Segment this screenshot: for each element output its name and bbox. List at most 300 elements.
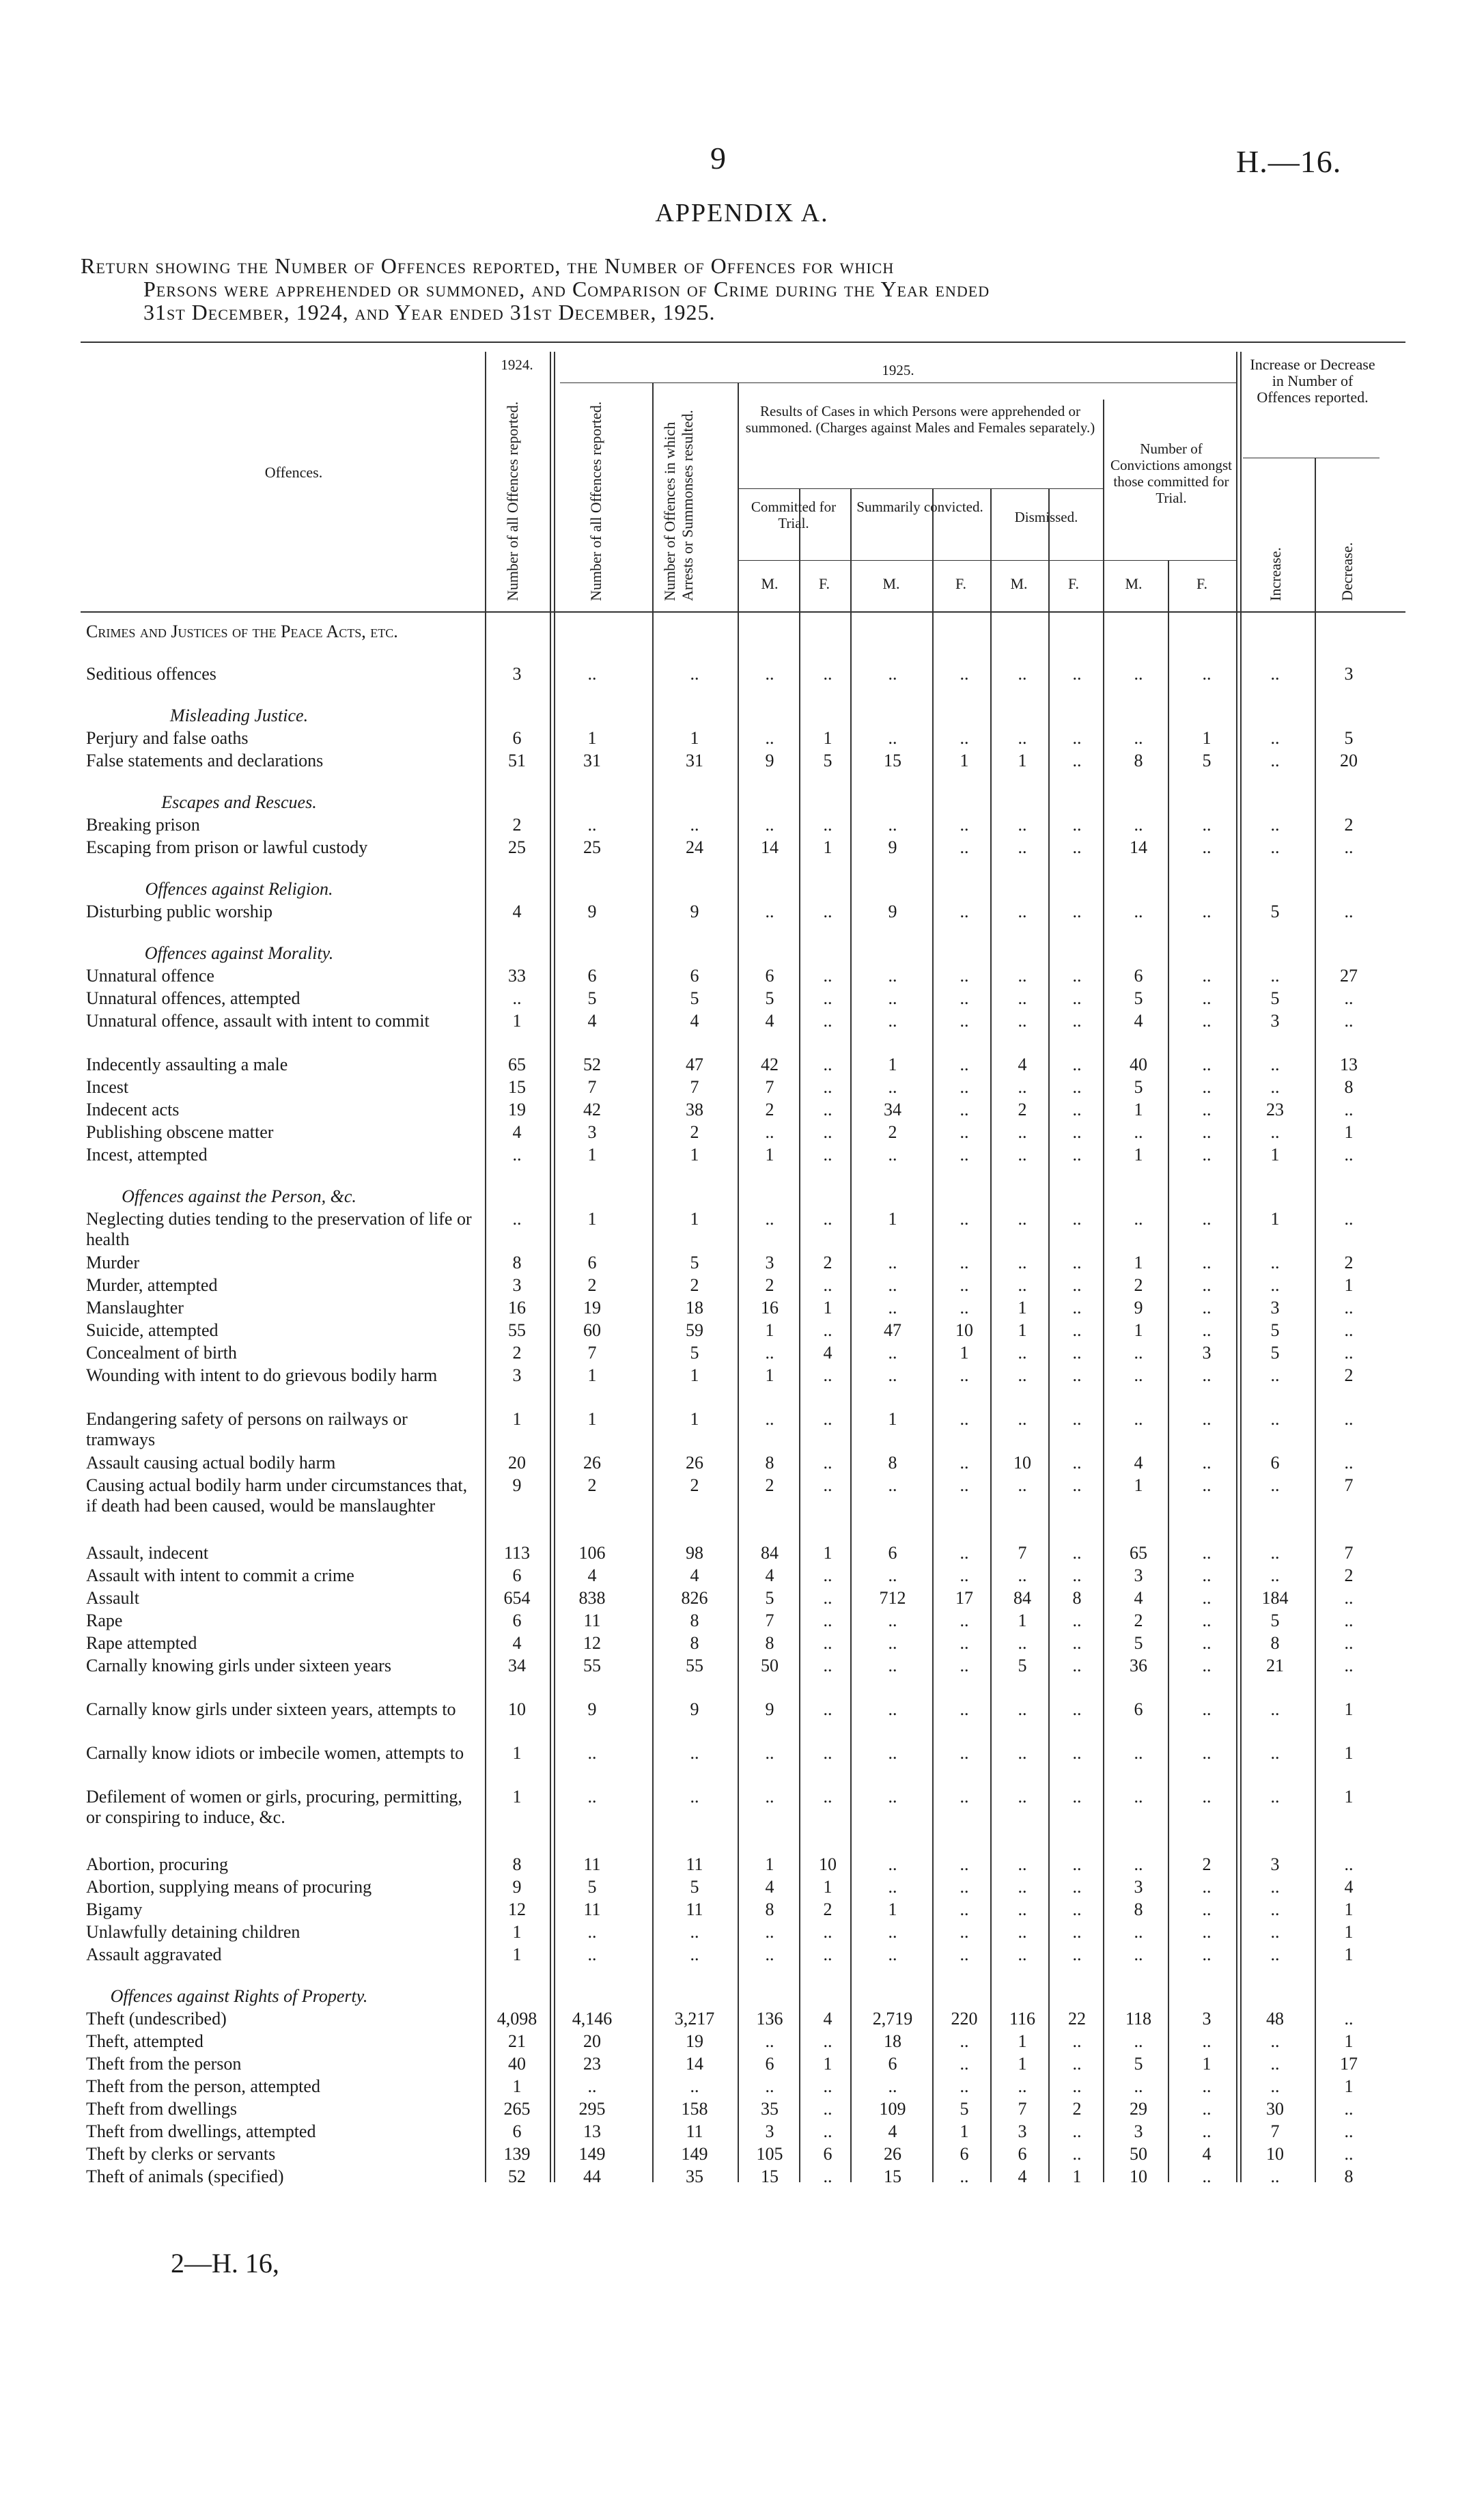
cell-dismissed-f: .. bbox=[1072, 2121, 1082, 2141]
cell-dismissed-f: .. bbox=[1072, 1899, 1082, 1919]
cell-reported-1925: 5 bbox=[587, 1877, 597, 1897]
cell-reported-1924: 1 bbox=[512, 1922, 522, 1942]
cell-reported-1925: 26 bbox=[583, 1453, 601, 1473]
cell-summarily-f: .. bbox=[960, 1699, 969, 1719]
cell-convictions-f: .. bbox=[1202, 2099, 1212, 2119]
table-row bbox=[0, 1209, 1484, 1253]
cell-convictions-m: 3 bbox=[1134, 1877, 1143, 1897]
cell-reported-1924: 8 bbox=[512, 1854, 522, 1874]
cell-reported-1925: 1 bbox=[587, 1365, 597, 1385]
cell-committed-f: .. bbox=[823, 664, 832, 684]
cell-increase: 5 bbox=[1270, 1611, 1280, 1630]
cell-committed-m: 1 bbox=[765, 1145, 774, 1165]
cell-increase: .. bbox=[1270, 2031, 1280, 2051]
cell-increase: .. bbox=[1270, 1787, 1280, 1807]
cell-committed-f: .. bbox=[823, 2031, 832, 2051]
cell-decrease: 1 bbox=[1344, 1275, 1354, 1295]
cell-committed-m: 16 bbox=[761, 1298, 779, 1318]
cell-committed-m: 136 bbox=[756, 2009, 783, 2029]
section-heading-row bbox=[0, 943, 1484, 966]
cell-arrests: 14 bbox=[686, 2054, 703, 2074]
cell-committed-m: 2 bbox=[765, 1475, 774, 1495]
cell-reported-1924: 65 bbox=[508, 1055, 526, 1074]
cell-decrease: .. bbox=[1344, 1656, 1354, 1675]
cell-reported-1925: 25 bbox=[583, 837, 601, 857]
cell-convictions-m: 36 bbox=[1130, 1656, 1147, 1675]
cell-decrease: .. bbox=[1344, 1633, 1354, 1653]
cell-decrease: .. bbox=[1344, 988, 1354, 1008]
cell-dismissed-m: 4 bbox=[1018, 1055, 1027, 1074]
cell-convictions-f: 5 bbox=[1202, 751, 1212, 770]
cell-summarily-f: 10 bbox=[955, 1320, 973, 1340]
cell-arrests: .. bbox=[690, 2076, 699, 2096]
cell-dismissed-m: .. bbox=[1018, 1409, 1027, 1429]
table-row bbox=[0, 2076, 1484, 2099]
offence-label: Theft by clerks or servants bbox=[86, 2144, 276, 2164]
cell-committed-m: 14 bbox=[761, 837, 779, 857]
cell-summarily-m: 1 bbox=[888, 1899, 897, 1919]
cell-dismissed-m: .. bbox=[1018, 1253, 1027, 1272]
cell-summarily-f: .. bbox=[960, 1453, 969, 1473]
cell-convictions-m: 1 bbox=[1134, 1475, 1143, 1495]
cell-summarily-m: 47 bbox=[884, 1320, 901, 1340]
table-row bbox=[0, 1945, 1484, 1967]
cell-dismissed-m: .. bbox=[1018, 1209, 1027, 1229]
table-row bbox=[0, 1055, 1484, 1077]
cell-convictions-f: .. bbox=[1202, 2031, 1212, 2051]
offence-label: Incest bbox=[86, 1077, 129, 1097]
cell-reported-1925: .. bbox=[587, 1922, 597, 1942]
cell-convictions-f: .. bbox=[1202, 1945, 1212, 1964]
cell-committed-f: .. bbox=[823, 988, 832, 1008]
cell-convictions-m: .. bbox=[1134, 2076, 1143, 2096]
cell-reported-1925: 19 bbox=[583, 1298, 601, 1318]
cell-reported-1924: 3 bbox=[512, 1365, 522, 1385]
cell-dismissed-f: .. bbox=[1072, 1409, 1082, 1429]
cell-summarily-m: 9 bbox=[888, 902, 897, 921]
cell-dismissed-f: .. bbox=[1072, 1275, 1082, 1295]
cell-decrease: .. bbox=[1344, 1409, 1354, 1429]
cell-reported-1925: 55 bbox=[583, 1656, 601, 1675]
cell-reported-1925: 4 bbox=[587, 1565, 597, 1585]
cell-dismissed-f: .. bbox=[1072, 1055, 1082, 1074]
cell-dismissed-m: .. bbox=[1018, 1877, 1027, 1897]
cell-reported-1924: 3 bbox=[512, 1275, 522, 1295]
cell-summarily-f: .. bbox=[960, 1298, 969, 1318]
cell-increase: .. bbox=[1270, 1899, 1280, 1919]
cell-arrests: 26 bbox=[686, 1453, 703, 1473]
section-heading-row bbox=[0, 879, 1484, 902]
cell-reported-1924: 2 bbox=[512, 815, 522, 835]
cell-decrease: 7 bbox=[1344, 1475, 1354, 1495]
cell-summarily-m: 1 bbox=[888, 1209, 897, 1229]
cell-convictions-m: 8 bbox=[1134, 1899, 1143, 1919]
cell-convictions-m: 8 bbox=[1134, 751, 1143, 770]
cell-convictions-f: .. bbox=[1202, 1122, 1212, 1142]
cell-convictions-f: .. bbox=[1202, 1209, 1212, 1229]
offence-label: Murder, attempted bbox=[86, 1275, 218, 1295]
cell-convictions-m: 2 bbox=[1134, 1611, 1143, 1630]
cell-committed-m: .. bbox=[765, 664, 774, 684]
cell-increase: 1 bbox=[1270, 1145, 1280, 1165]
cell-summarily-m: 1 bbox=[888, 1409, 897, 1429]
cell-convictions-m: .. bbox=[1134, 1922, 1143, 1942]
table-row bbox=[0, 1475, 1484, 1543]
cell-arrests: 47 bbox=[686, 1055, 703, 1074]
cell-decrease: .. bbox=[1344, 902, 1354, 921]
cell-dismissed-m: 6 bbox=[1018, 2144, 1027, 2164]
cell-arrests: .. bbox=[690, 664, 699, 684]
cell-reported-1924: 21 bbox=[508, 2031, 526, 2051]
cell-convictions-f: .. bbox=[1202, 1787, 1212, 1807]
cell-convictions-m: .. bbox=[1134, 1945, 1143, 1964]
cell-summarily-m: 26 bbox=[884, 2144, 901, 2164]
cell-summarily-f: 17 bbox=[955, 1588, 973, 1608]
offence-label: Assault, indecent bbox=[86, 1543, 209, 1563]
offence-label: Theft from the person bbox=[86, 2054, 242, 2074]
cell-decrease: 1 bbox=[1344, 1899, 1354, 1919]
section-heading: Offences against Religion. bbox=[145, 879, 333, 899]
cell-summarily-m: .. bbox=[888, 1945, 897, 1964]
cell-reported-1925: 1 bbox=[587, 1209, 597, 1229]
cell-committed-m: 1 bbox=[765, 1365, 774, 1385]
cell-reported-1925: 1 bbox=[587, 1409, 597, 1429]
offence-label: Concealment of birth bbox=[86, 1343, 237, 1363]
cell-arrests: 35 bbox=[686, 2167, 703, 2186]
cell-decrease: 5 bbox=[1344, 728, 1354, 748]
cell-committed-m: .. bbox=[765, 815, 774, 835]
cell-convictions-f: .. bbox=[1202, 1699, 1212, 1719]
cell-convictions-f: .. bbox=[1202, 1011, 1212, 1031]
cell-decrease: .. bbox=[1344, 1298, 1354, 1318]
cell-reported-1924: 4 bbox=[512, 902, 522, 921]
table-row bbox=[0, 1899, 1484, 1922]
cell-dismissed-m: .. bbox=[1018, 988, 1027, 1008]
cell-committed-f: .. bbox=[823, 2121, 832, 2141]
table-row bbox=[0, 1743, 1484, 1787]
table-row bbox=[0, 1854, 1484, 1877]
cell-dismissed-f: .. bbox=[1072, 1122, 1082, 1142]
cell-arrests: 9 bbox=[690, 902, 699, 921]
cell-increase: 1 bbox=[1270, 1209, 1280, 1229]
cell-dismissed-m: 1 bbox=[1018, 2054, 1027, 2074]
cell-summarily-f: 1 bbox=[960, 1343, 969, 1363]
cell-dismissed-m: .. bbox=[1018, 728, 1027, 748]
cell-dismissed-f: .. bbox=[1072, 728, 1082, 748]
cell-convictions-f: 3 bbox=[1202, 2009, 1212, 2029]
cell-dismissed-f: .. bbox=[1072, 988, 1082, 1008]
cell-reported-1925: 1 bbox=[587, 728, 597, 748]
cell-summarily-f: .. bbox=[960, 1122, 969, 1142]
cell-decrease: 2 bbox=[1344, 1565, 1354, 1585]
table-row bbox=[0, 1565, 1484, 1588]
header-decrease: Decrease. bbox=[1339, 542, 1356, 601]
cell-convictions-m: .. bbox=[1134, 902, 1143, 921]
cell-committed-f: .. bbox=[823, 1945, 832, 1964]
offence-label: Indecently assaulting a male bbox=[86, 1055, 288, 1074]
offence-label: Theft (undescribed) bbox=[86, 2009, 227, 2029]
cell-increase: .. bbox=[1270, 1055, 1280, 1074]
hdr-rule bbox=[738, 560, 1236, 561]
cell-convictions-f: .. bbox=[1202, 1922, 1212, 1942]
cell-reported-1924: .. bbox=[512, 1209, 522, 1229]
cell-reported-1924: 12 bbox=[508, 1899, 526, 1919]
cell-dismissed-f: .. bbox=[1072, 1365, 1082, 1385]
offence-label: Perjury and false oaths bbox=[86, 728, 249, 748]
cell-summarily-f: .. bbox=[960, 1365, 969, 1385]
cell-committed-m: 4 bbox=[765, 1011, 774, 1031]
cell-summarily-m: .. bbox=[888, 1011, 897, 1031]
cell-arrests: 2 bbox=[690, 1122, 699, 1142]
cell-convictions-f: .. bbox=[1202, 837, 1212, 857]
cell-dismissed-m: .. bbox=[1018, 1343, 1027, 1363]
header-convictions-m: M. bbox=[1125, 575, 1143, 592]
offence-label: Causing actual bodily harm under circumstances that, if death had been caused, would be manslaughter bbox=[86, 1475, 468, 1516]
appendix-heading: APPENDIX A. bbox=[655, 199, 829, 227]
cell-decrease: .. bbox=[1344, 1611, 1354, 1630]
cell-reported-1925: .. bbox=[587, 2076, 597, 2096]
cell-committed-f: .. bbox=[823, 1565, 832, 1585]
cell-convictions-f: .. bbox=[1202, 1565, 1212, 1585]
cell-increase: .. bbox=[1270, 2054, 1280, 2074]
header-arrests: Number of Offences in which Arrests or Summonses resulted. bbox=[661, 410, 696, 601]
cell-dismissed-m: .. bbox=[1018, 664, 1027, 684]
cell-dismissed-m: 1 bbox=[1018, 1320, 1027, 1340]
offence-label: Unnatural offences, attempted bbox=[86, 988, 300, 1008]
cell-summarily-f: .. bbox=[960, 2167, 969, 2186]
title-line-3: 31st December, 1924, and Year ended 31st December, 1925. bbox=[143, 300, 716, 324]
cell-committed-m: 6 bbox=[765, 2054, 774, 2074]
cell-dismissed-m: .. bbox=[1018, 1699, 1027, 1719]
cell-dismissed-m: .. bbox=[1018, 1743, 1027, 1763]
cell-increase: .. bbox=[1270, 815, 1280, 835]
cell-reported-1925: 13 bbox=[583, 2121, 601, 2141]
cell-committed-f: .. bbox=[823, 2099, 832, 2119]
cell-decrease: 17 bbox=[1340, 2054, 1358, 2074]
cell-committed-m: 5 bbox=[765, 1588, 774, 1608]
section-heading-row bbox=[0, 792, 1484, 815]
table-row bbox=[0, 2031, 1484, 2054]
cell-committed-f: .. bbox=[823, 1409, 832, 1429]
cell-reported-1925: 7 bbox=[587, 1343, 597, 1363]
cell-dismissed-f: .. bbox=[1072, 1453, 1082, 1473]
table-row bbox=[0, 837, 1484, 860]
cell-dismissed-m: 10 bbox=[1013, 1453, 1031, 1473]
cell-increase: .. bbox=[1270, 1945, 1280, 1964]
cell-convictions-f: .. bbox=[1202, 1743, 1212, 1763]
cell-committed-f: .. bbox=[823, 1145, 832, 1165]
cell-arrests: .. bbox=[690, 1945, 699, 1964]
cell-arrests: 3,217 bbox=[674, 2009, 715, 2029]
cell-reported-1925: 9 bbox=[587, 1699, 597, 1719]
cell-increase: 30 bbox=[1266, 2099, 1284, 2119]
offence-label: Theft from dwellings bbox=[86, 2099, 237, 2119]
cell-dismissed-f: .. bbox=[1072, 1743, 1082, 1763]
header-dismissed: Dismissed. bbox=[1014, 509, 1078, 525]
cell-reported-1924: 10 bbox=[508, 1699, 526, 1719]
cell-dismissed-f: .. bbox=[1072, 837, 1082, 857]
cell-convictions-f: .. bbox=[1202, 664, 1212, 684]
cell-committed-m: .. bbox=[765, 1343, 774, 1363]
cell-dismissed-m: .. bbox=[1018, 1122, 1027, 1142]
cell-convictions-m: .. bbox=[1134, 1743, 1143, 1763]
cell-dismissed-m: .. bbox=[1018, 1077, 1027, 1097]
cell-summarily-m: .. bbox=[888, 664, 897, 684]
header-results: Results of Cases in which Persons were apprehended or summoned. (Charges against Males and Females separately.) bbox=[745, 403, 1095, 436]
cell-convictions-m: .. bbox=[1134, 1209, 1143, 1229]
table-row bbox=[0, 1275, 1484, 1298]
cell-convictions-f: .. bbox=[1202, 1611, 1212, 1630]
cell-increase: .. bbox=[1270, 1743, 1280, 1763]
cell-increase: .. bbox=[1270, 2167, 1280, 2186]
cell-convictions-f: .. bbox=[1202, 2076, 1212, 2096]
cell-decrease: .. bbox=[1344, 2099, 1354, 2119]
cell-committed-m: 15 bbox=[761, 2167, 779, 2186]
cell-dismissed-f: .. bbox=[1072, 1611, 1082, 1630]
cell-arrests: 2 bbox=[690, 1475, 699, 1495]
cell-dismissed-f: .. bbox=[1072, 1565, 1082, 1585]
header-1925: 1925. bbox=[882, 362, 914, 378]
table-row bbox=[0, 2121, 1484, 2144]
cell-convictions-f: 1 bbox=[1202, 728, 1212, 748]
cell-reported-1924: 9 bbox=[512, 1877, 522, 1897]
cell-summarily-m: .. bbox=[888, 815, 897, 835]
cell-reported-1925: 6 bbox=[587, 966, 597, 986]
cell-convictions-f: .. bbox=[1202, 1320, 1212, 1340]
cell-arrests: 1 bbox=[690, 1209, 699, 1229]
cell-decrease: 1 bbox=[1344, 1922, 1354, 1942]
cell-decrease: .. bbox=[1344, 2144, 1354, 2164]
cell-arrests: 1 bbox=[690, 1145, 699, 1165]
table-row bbox=[0, 2167, 1484, 2189]
cell-convictions-f: .. bbox=[1202, 966, 1212, 986]
cell-reported-1924: 20 bbox=[508, 1453, 526, 1473]
cell-increase: 5 bbox=[1270, 988, 1280, 1008]
cell-reported-1924: 1 bbox=[512, 1787, 522, 1807]
cell-dismissed-f: .. bbox=[1072, 1787, 1082, 1807]
offence-label: Crimes and Justices of the Peace Acts, etc. bbox=[86, 622, 398, 641]
table-row bbox=[0, 1611, 1484, 1633]
cell-dismissed-m: .. bbox=[1018, 1275, 1027, 1295]
offence-label: Rape bbox=[86, 1611, 123, 1630]
header-summarily-f: F. bbox=[955, 575, 966, 592]
cell-summarily-f: .. bbox=[960, 2076, 969, 2096]
cell-reported-1925: .. bbox=[587, 1945, 597, 1964]
cell-decrease: 1 bbox=[1344, 1699, 1354, 1719]
cell-committed-m: .. bbox=[765, 1409, 774, 1429]
cell-decrease: .. bbox=[1344, 1588, 1354, 1608]
cell-dismissed-f: 2 bbox=[1072, 2099, 1082, 2119]
offence-label: Abortion, supplying means of procuring bbox=[86, 1877, 372, 1897]
cell-arrests: 5 bbox=[690, 1343, 699, 1363]
cell-committed-m: .. bbox=[765, 1787, 774, 1807]
cell-convictions-m: 3 bbox=[1134, 1565, 1143, 1585]
header-1924: 1924. bbox=[501, 357, 533, 373]
table-row bbox=[0, 1787, 1484, 1854]
cell-summarily-f: .. bbox=[960, 902, 969, 921]
cell-dismissed-f: .. bbox=[1072, 1633, 1082, 1653]
offence-label: Neglecting duties tending to the preservation of life or health bbox=[86, 1209, 472, 1249]
cell-convictions-m: 5 bbox=[1134, 1633, 1143, 1653]
section-heading-row bbox=[0, 1986, 1484, 2009]
cell-dismissed-f: 1 bbox=[1072, 2167, 1082, 2186]
cell-summarily-m: 15 bbox=[884, 751, 901, 770]
cell-increase: .. bbox=[1270, 1365, 1280, 1385]
cell-committed-f: .. bbox=[823, 1011, 832, 1031]
cell-convictions-m: 1 bbox=[1134, 1100, 1143, 1119]
cell-reported-1925: 295 bbox=[578, 2099, 606, 2119]
cell-increase: 23 bbox=[1266, 1100, 1284, 1119]
cell-convictions-f: .. bbox=[1202, 1055, 1212, 1074]
cell-increase: 184 bbox=[1261, 1588, 1289, 1608]
cell-convictions-f: .. bbox=[1202, 1145, 1212, 1165]
cell-decrease: 2 bbox=[1344, 1365, 1354, 1385]
cell-arrests: 4 bbox=[690, 1011, 699, 1031]
cell-arrests: 1 bbox=[690, 1409, 699, 1429]
header-summarily: Summarily convicted. bbox=[856, 499, 983, 515]
cell-dismissed-f: .. bbox=[1072, 1877, 1082, 1897]
section-heading: Offences against the Person, &c. bbox=[122, 1186, 356, 1206]
cell-reported-1925: 42 bbox=[583, 1100, 601, 1119]
cell-increase: 10 bbox=[1266, 2144, 1284, 2164]
cell-convictions-f: .. bbox=[1202, 1365, 1212, 1385]
header-convictions-f: F. bbox=[1196, 575, 1207, 592]
table-row bbox=[0, 1543, 1484, 1565]
table-row bbox=[0, 1656, 1484, 1699]
cell-summarily-f: .. bbox=[960, 837, 969, 857]
cell-increase: 5 bbox=[1270, 902, 1280, 921]
offence-label: Indecent acts bbox=[86, 1100, 180, 1119]
cell-committed-f: .. bbox=[823, 1787, 832, 1807]
cell-summarily-f: .. bbox=[960, 2031, 969, 2051]
cell-summarily-m: .. bbox=[888, 1656, 897, 1675]
cell-reported-1925: 4,146 bbox=[572, 2009, 613, 2029]
cell-committed-f: 1 bbox=[823, 2054, 832, 2074]
cell-summarily-f: .. bbox=[960, 728, 969, 748]
cell-convictions-f: .. bbox=[1202, 1409, 1212, 1429]
cell-summarily-f: .. bbox=[960, 1877, 969, 1897]
cell-summarily-f: 5 bbox=[960, 2099, 969, 2119]
cell-summarily-m: .. bbox=[888, 1854, 897, 1874]
cell-convictions-f: .. bbox=[1202, 1100, 1212, 1119]
cell-summarily-f: 1 bbox=[960, 751, 969, 770]
cell-increase: .. bbox=[1270, 966, 1280, 986]
cell-reported-1924: 6 bbox=[512, 2121, 522, 2141]
offence-label: Incest, attempted bbox=[86, 1145, 208, 1165]
cell-dismissed-m: 1 bbox=[1018, 1611, 1027, 1630]
cell-dismissed-m: .. bbox=[1018, 1475, 1027, 1495]
table-row bbox=[0, 664, 1484, 686]
cell-dismissed-m: .. bbox=[1018, 1854, 1027, 1874]
cell-decrease: .. bbox=[1344, 1343, 1354, 1363]
cell-committed-f: 1 bbox=[823, 1877, 832, 1897]
cell-increase: 8 bbox=[1270, 1633, 1280, 1653]
cell-decrease: .. bbox=[1344, 2009, 1354, 2029]
cell-arrests: 1 bbox=[690, 728, 699, 748]
cell-summarily-f: .. bbox=[960, 1011, 969, 1031]
cell-convictions-m: .. bbox=[1134, 815, 1143, 835]
offence-label: Theft from the person, attempted bbox=[86, 2076, 320, 2096]
cell-convictions-f: 1 bbox=[1202, 2054, 1212, 2074]
cell-arrests: 38 bbox=[686, 1100, 703, 1119]
cell-increase: 5 bbox=[1270, 1320, 1280, 1340]
cell-dismissed-f: .. bbox=[1072, 1343, 1082, 1363]
offence-label: Murder bbox=[86, 1253, 139, 1272]
cell-committed-f: .. bbox=[823, 1275, 832, 1295]
cell-summarily-m: .. bbox=[888, 988, 897, 1008]
cell-reported-1925: 11 bbox=[583, 1899, 601, 1919]
offence-label: Unlawfully detaining children bbox=[86, 1922, 300, 1942]
